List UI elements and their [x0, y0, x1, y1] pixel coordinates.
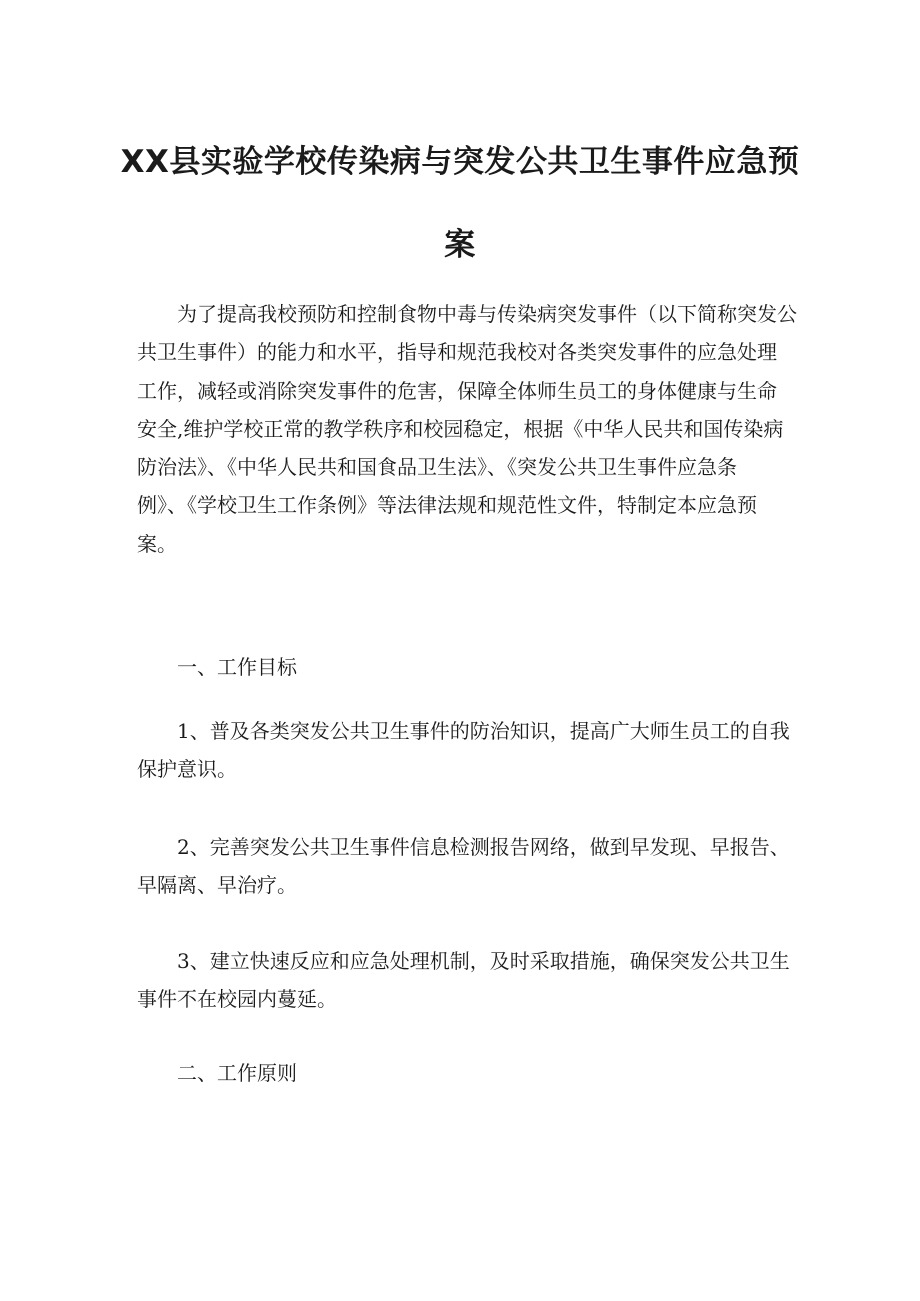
document-title-line-2: 案 [444, 227, 476, 263]
intro-line: 工作，减轻或消除突发事件的危害，保障全体师生员工的身体健康与生命 [137, 378, 777, 403]
goal-paragraph-2 [137, 828, 790, 905]
goal-line: 2、完善突发公共卫生事件信息检测报告网络，做到早发现、早报告、 [177, 835, 790, 859]
goal-paragraph-3 [137, 942, 790, 1019]
goal-line: 事件不在校园内蔓延。 [137, 987, 337, 1012]
intro-line: 例》、《学校卫生工作条例》等法律法规和规范性文件，特制定本应急预 [137, 493, 757, 518]
goal-line: 保护意识。 [137, 757, 237, 782]
goal-line: 1、普及各类突发公共卫生事件的防治知识，提高广大师生员工的自我 [177, 719, 790, 743]
intro-paragraph [137, 295, 797, 563]
intro-line: 为了提高我校预防和控制食物中毒与传染病突发事件（以下简称突发公 [177, 302, 797, 326]
intro-line: 共卫生事件）的能力和水平，指导和规范我校对各类突发事件的应急处理 [137, 340, 777, 365]
section-heading-goals: 一、工作目标 [177, 655, 297, 679]
goal-paragraph-1 [137, 712, 790, 789]
intro-line: 防治法》、《中华人民共和国食品卫生法》、《突发公共卫生事件应急条 [137, 455, 737, 480]
intro-line: 案。 [137, 531, 177, 556]
document-title-line-1: XX县实验学校传染病与突发公共卫生事件应急预 [120, 144, 800, 180]
goal-line: 早隔离、早治疗。 [137, 873, 297, 898]
section-heading-principles: 二、工作原则 [177, 1061, 297, 1085]
goal-line: 3、建立快速反应和应急处理机制，及时采取措施，确保突发公共卫生 [177, 949, 790, 973]
intro-line: 安全,维护学校正常的教学秩序和校园稳定，根据《中华人民共和国传染病 [137, 416, 784, 441]
